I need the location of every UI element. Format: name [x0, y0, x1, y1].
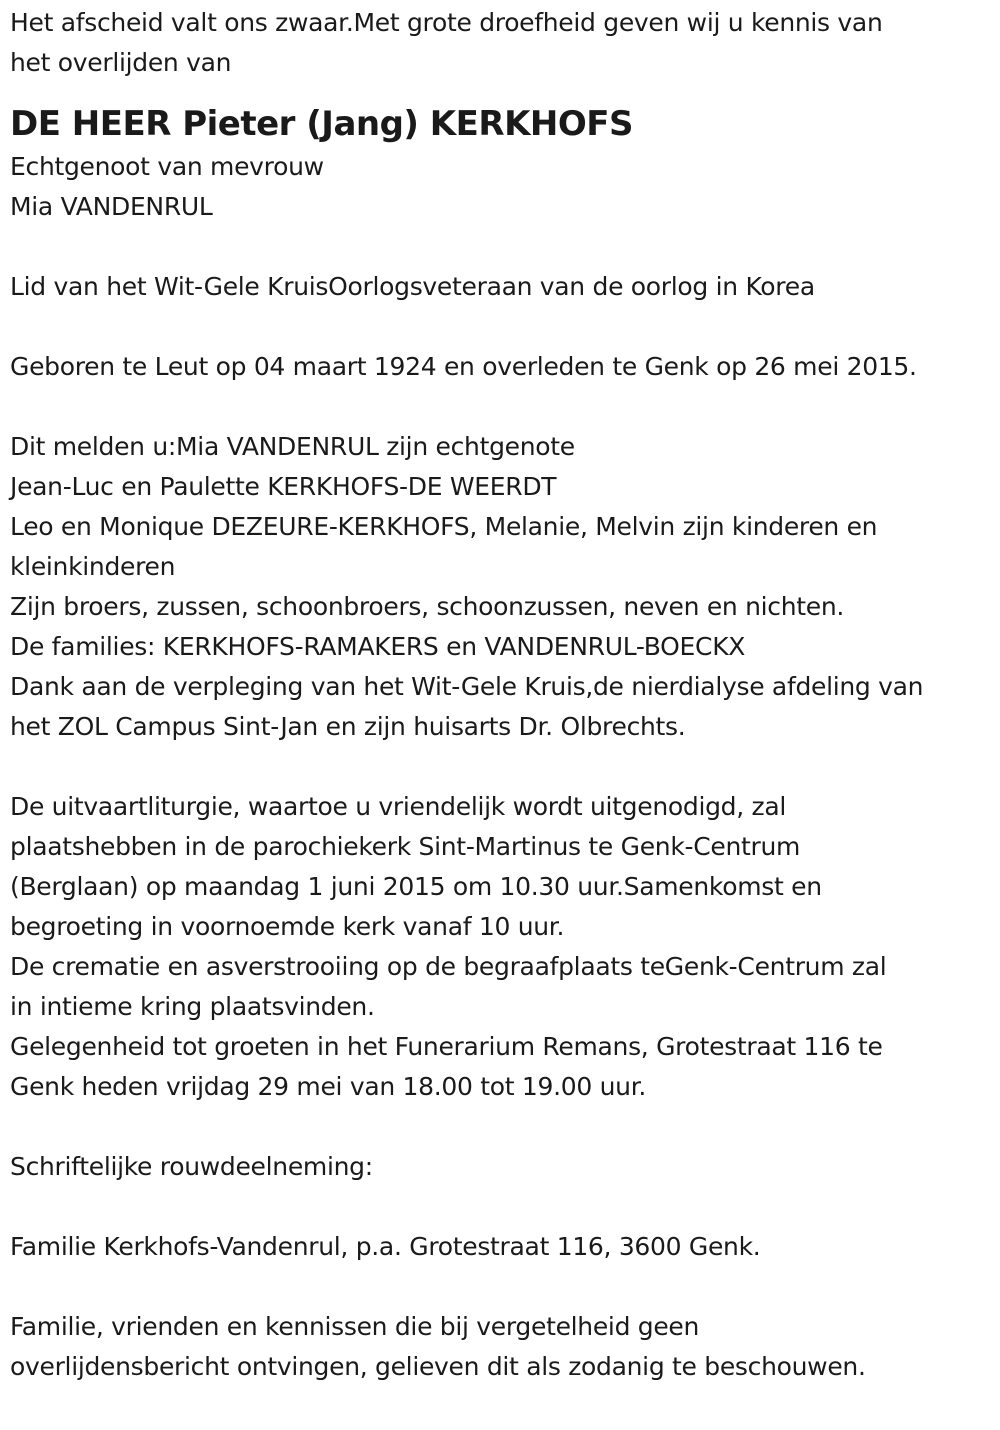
- spacer: [10, 387, 995, 427]
- spacer: [10, 227, 995, 267]
- family-line: Dank aan de verpleging van het Wit-Gele Kruis,de nierdialyse afdeling van: [10, 672, 924, 701]
- ceremony-line: plaatshebben in de parochiekerk Sint-Martinus te Genk-Centrum: [10, 832, 801, 861]
- ceremony-line: De crematie en asverstrooiing op de begraafplaats teGenk-Centrum zal: [10, 952, 887, 981]
- spouse-prefix: Echtgenoot van mevrouw: [10, 152, 324, 181]
- family-line: De families: KERKHOFS-RAMAKERS en VANDENRUL-BOECKX: [10, 632, 746, 661]
- closing-line: Familie, vrienden en kennissen die bij vergetelheid geen: [10, 1312, 700, 1341]
- spacer: [10, 1187, 995, 1227]
- spacer: [10, 307, 995, 347]
- family-line: kleinkinderen: [10, 552, 176, 581]
- closing-line: overlijdensbericht ontvingen, gelieven dit als zodanig te beschouwen.: [10, 1352, 866, 1381]
- ceremony-line: begroeting in voornoemde kerk vanaf 10 uur.: [10, 912, 565, 941]
- family-line: het ZOL Campus Sint-Jan en zijn huisarts Dr. Olbrechts.: [10, 712, 686, 741]
- condolence-address: Familie Kerkhofs-Vandenrul, p.a. Grotestraat 116, 3600 Genk.: [10, 1232, 761, 1261]
- ceremony-line: in intieme kring plaatsvinden.: [10, 992, 375, 1021]
- ceremony-line: Genk heden vrijdag 29 mei van 18.00 tot 19.00 uur.: [10, 1072, 647, 1101]
- intro-line: het overlijden van: [10, 48, 232, 77]
- ceremony-line: De uitvaartliturgie, waartoe u vriendelijk wordt uitgenodigd, zal: [10, 792, 787, 821]
- birth-death-line: Geboren te Leut op 04 maart 1924 en overleden te Genk op 26 mei 2015.: [10, 352, 917, 381]
- membership-line: Lid van het Wit-Gele KruisOorlogsveteraan van de oorlog in Korea: [10, 272, 815, 301]
- spacer: [10, 1267, 995, 1307]
- family-line: Dit melden u:Mia VANDENRUL zijn echtgenote: [10, 432, 575, 461]
- family-line: Leo en Monique DEZEURE-KERKHOFS, Melanie, Melvin zijn kinderen en: [10, 512, 878, 541]
- family-line: Jean-Luc en Paulette KERKHOFS-DE WEERDT: [10, 472, 557, 501]
- family-line: Zijn broers, zussen, schoonbroers, schoonzussen, neven en nichten.: [10, 592, 845, 621]
- intro-line: Het afscheid valt ons zwaar.Met grote droefheid geven wij u kennis van: [10, 8, 883, 37]
- spacer: [10, 747, 995, 787]
- obituary-notice: [10, 3, 995, 1387]
- ceremony-line: (Berglaan) op maandag 1 juni 2015 om 10.30 uur.Samenkomst en: [10, 872, 822, 901]
- ceremony-line: Gelegenheid tot groeten in het Funerarium Remans, Grotestraat 116 te: [10, 1032, 883, 1061]
- deceased-name: DE HEER Pieter (Jang) KERKHOFS: [10, 104, 633, 144]
- spacer: [10, 1107, 995, 1147]
- spouse-name: Mia VANDENRUL: [10, 192, 213, 221]
- condolence-label: Schriftelijke rouwdeelneming:: [10, 1152, 373, 1181]
